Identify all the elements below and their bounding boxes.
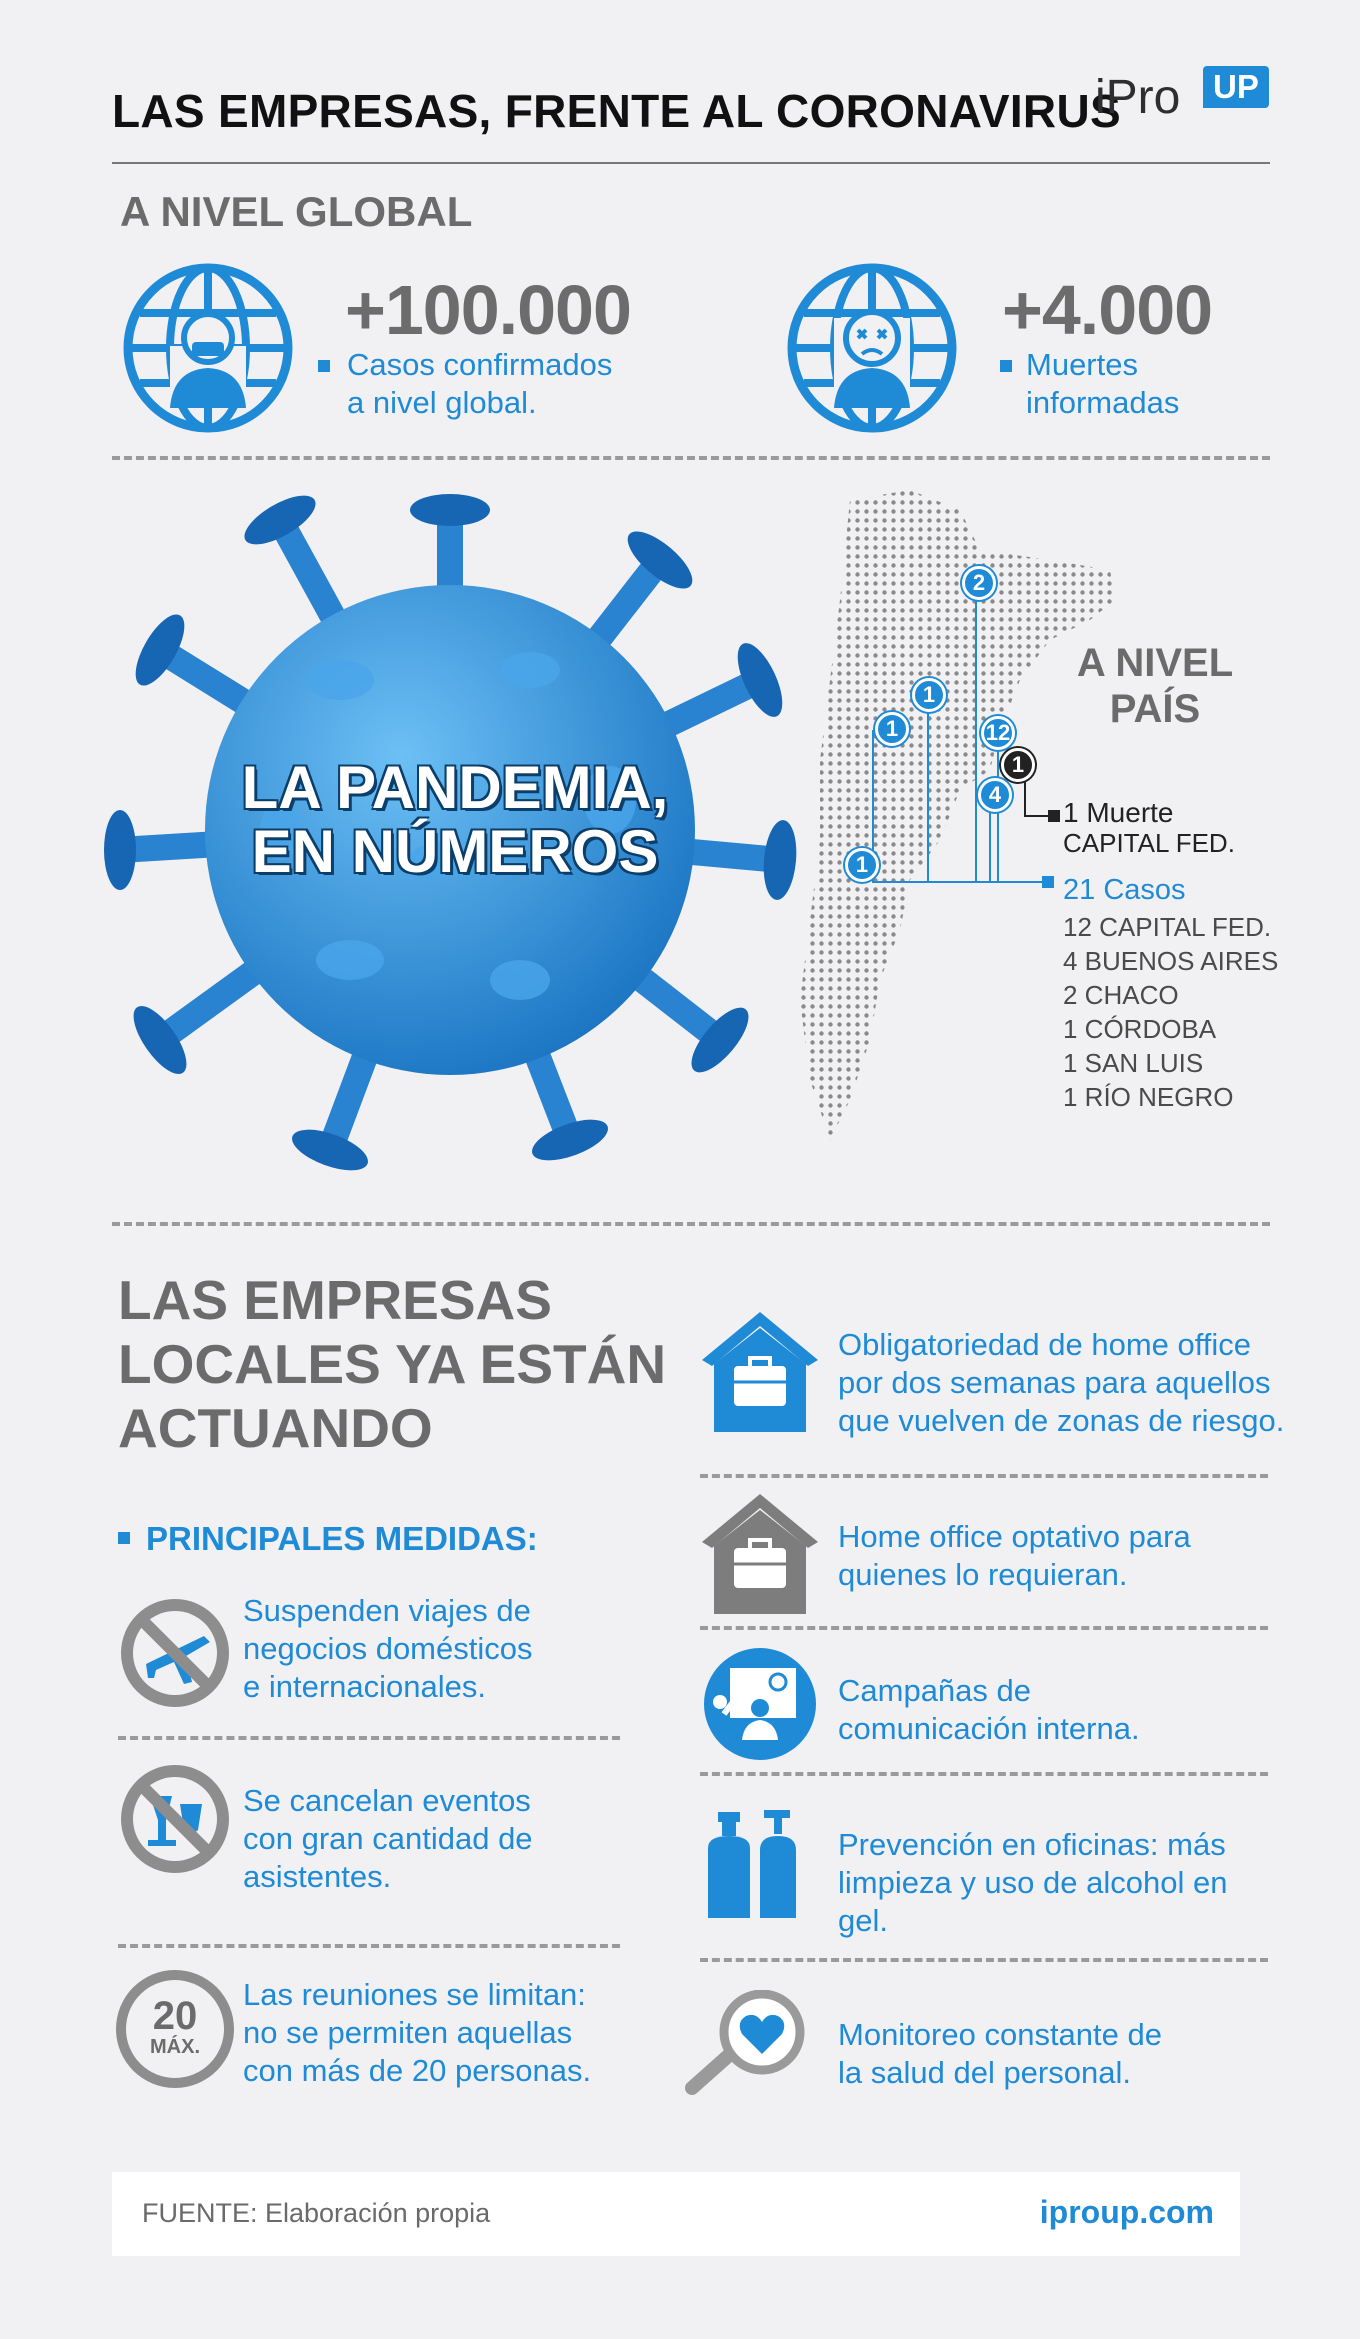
max-badge-label: MÁX.: [150, 2036, 200, 2058]
pandemic-title: [225, 756, 685, 884]
measure-line: quienes lo requieran.: [838, 1557, 1128, 1592]
measure-travel-text: [243, 1592, 533, 1706]
header-rule: [112, 162, 1270, 164]
map-pin-rio-negro[interactable]: 1: [845, 848, 879, 882]
country-heading: [1060, 640, 1250, 732]
global-cases-line2: a nivel global.: [347, 385, 537, 420]
measure-internal-communication: [838, 1672, 1140, 1748]
companies-heading-line3: ACTUANDO: [118, 1397, 433, 1459]
pandemic-title-line1: LA PANDEMIA,: [241, 754, 669, 821]
case-row: 2 CHACO: [1063, 980, 1179, 1010]
measure-line: comunicación interna.: [838, 1711, 1140, 1746]
logo-text: iPro: [1095, 71, 1181, 124]
country-heading-line2: PAÍS: [1109, 687, 1201, 731]
companies-heading: [118, 1268, 666, 1460]
case-row: 12 CAPITAL FED.: [1063, 912, 1272, 942]
no-plane-icon: [116, 1594, 234, 1712]
pandemic-title-line2: EN NÚMEROS: [251, 818, 659, 885]
global-deaths-number: +4.000: [1002, 271, 1213, 349]
case-row: 1 CÓRDOBA: [1063, 1014, 1217, 1044]
case-row: 4 BUENOS AIRES: [1063, 946, 1279, 976]
case-row: 1 SAN LUIS: [1063, 1048, 1204, 1078]
measure-line: e internacionales.: [243, 1669, 486, 1704]
measure-optional-home-office: [838, 1518, 1191, 1594]
measure-line: negocios domésticos: [243, 1631, 533, 1666]
map-pin-capital-cases[interactable]: 12: [981, 716, 1015, 750]
global-deaths-line1: Muertes: [1026, 347, 1138, 382]
presentation-icon: [700, 1644, 820, 1764]
item-divider: [700, 1626, 1268, 1630]
bullet: [118, 1532, 130, 1544]
death-count: 1 Muerte: [1063, 797, 1174, 828]
bullet: [1000, 360, 1012, 372]
country-heading-line1: A NIVEL: [1076, 641, 1234, 685]
measure-events-text: [243, 1782, 533, 1896]
measure-line: Campañas de: [838, 1673, 1032, 1708]
measure-line: con más de 20 personas.: [243, 2053, 592, 2088]
item-divider: [118, 1736, 620, 1740]
global-heading: A NIVEL GLOBAL: [120, 188, 473, 235]
measure-line: que vuelven de zonas de riesgo.: [838, 1403, 1285, 1438]
companies-heading-line2: LOCALES YA ESTÁN: [118, 1333, 667, 1395]
globe-dead-person-icon: [782, 258, 962, 438]
measure-line: la salud del personal.: [838, 2055, 1131, 2090]
footer-url-link[interactable]: iproup.com: [1039, 2194, 1214, 2230]
max-badge-number: 20: [152, 1994, 198, 2038]
spray-bottles-icon: [700, 1808, 820, 1922]
measure-office-prevention: [838, 1826, 1227, 1940]
map-pin-cordoba[interactable]: 1: [912, 678, 946, 712]
case-row: 1 RÍO NEGRO: [1063, 1082, 1234, 1112]
item-divider: [118, 1944, 620, 1948]
no-drinks-icon: [116, 1760, 234, 1878]
section-divider: [112, 1222, 1270, 1226]
max-20-icon: [116, 1970, 234, 2088]
footer: [112, 2172, 1240, 2256]
measure-line: no se permiten aquellas: [243, 2015, 573, 2050]
measure-line: Las reuniones se limitan:: [243, 1977, 586, 2012]
map-pin-death[interactable]: 1: [1001, 748, 1035, 782]
magnifier-heart-icon: [680, 1990, 820, 2100]
measure-line: Monitoreo constante de: [838, 2017, 1162, 2052]
measure-line: Home office optativo para: [838, 1519, 1191, 1554]
cases-total: 21 Casos: [1063, 874, 1186, 906]
item-divider: [700, 1474, 1268, 1478]
measure-line: asistentes.: [243, 1859, 392, 1894]
blue-house-briefcase-icon: [700, 1308, 820, 1432]
measures-heading: PRINCIPALES MEDIDAS:: [146, 1520, 538, 1557]
bullet: [318, 360, 330, 372]
global-cases-number: +100.000: [345, 271, 631, 349]
page-title: LAS EMPRESAS, FRENTE AL CORONAVIRUS: [112, 85, 1121, 137]
map-pin-chaco[interactable]: 2: [962, 566, 996, 600]
map-pin-buenos-aires[interactable]: 4: [978, 778, 1012, 812]
globe-masked-person-icon: [118, 258, 298, 438]
measure-line: gel.: [838, 1903, 888, 1938]
map-pin-san-luis[interactable]: 1: [875, 712, 909, 746]
item-divider: [700, 1958, 1268, 1962]
measure-line: Se cancelan eventos: [243, 1783, 531, 1818]
measure-line: Prevención en oficinas: más: [838, 1827, 1226, 1862]
measure-meetings-text: [243, 1976, 591, 2090]
footer-source: FUENTE: Elaboración propia: [142, 2198, 491, 2228]
logo-badge: UP: [1203, 66, 1269, 108]
death-location: CAPITAL FED.: [1063, 828, 1235, 858]
measure-line: Suspenden viajes de: [243, 1593, 531, 1628]
item-divider: [700, 1772, 1268, 1776]
iproup-logo[interactable]: [1095, 68, 1259, 125]
global-deaths-line2: informadas: [1026, 385, 1180, 420]
measure-line: limpieza y uso de alcohol en: [838, 1865, 1228, 1900]
measure-health-monitoring: [838, 2016, 1162, 2092]
measure-line: con gran cantidad de: [243, 1821, 533, 1856]
measure-mandatory-home-office: [838, 1326, 1284, 1440]
measure-line: por dos semanas para aquellos: [838, 1365, 1271, 1400]
gray-house-briefcase-icon: [700, 1490, 820, 1614]
global-cases-line1: Casos confirmados: [347, 347, 613, 382]
section-divider: [112, 456, 1270, 460]
measure-line: Obligatoriedad de home office: [838, 1327, 1252, 1362]
companies-heading-line1: LAS EMPRESAS: [118, 1269, 552, 1331]
